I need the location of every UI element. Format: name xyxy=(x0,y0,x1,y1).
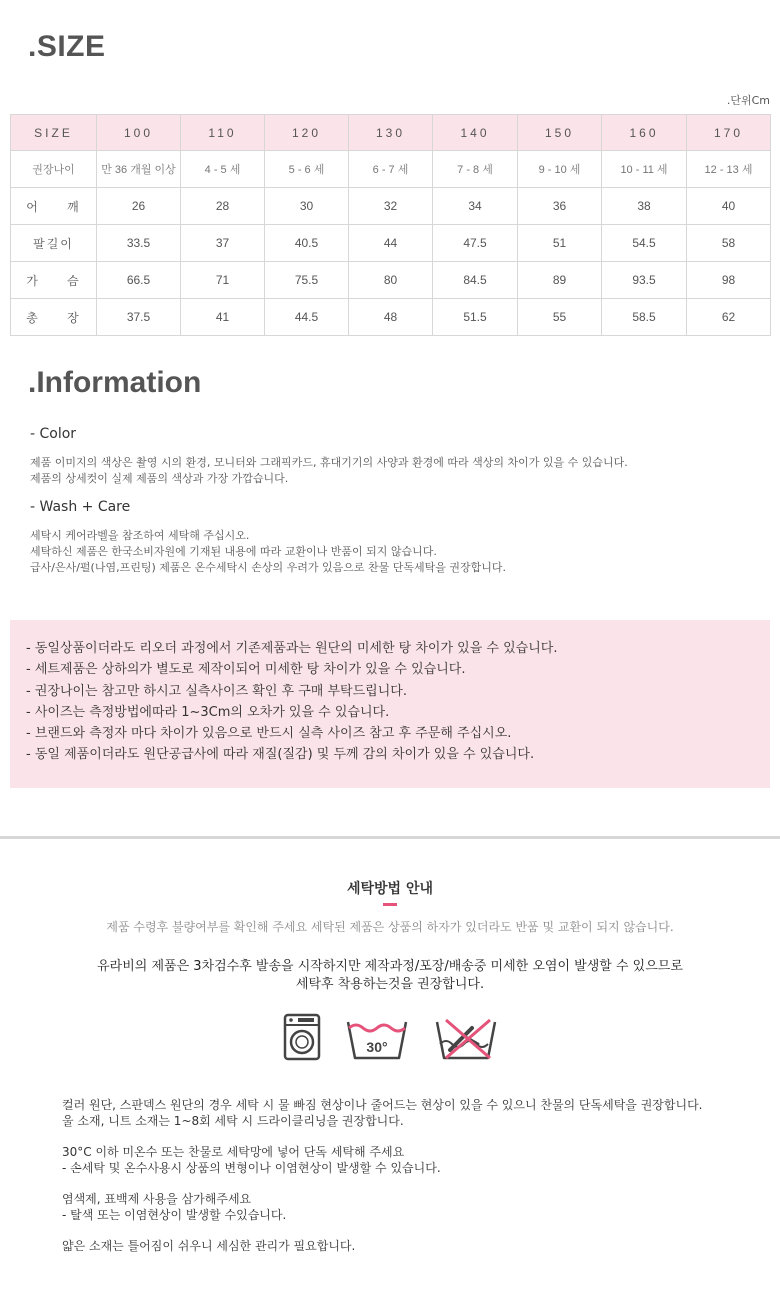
table-cell: 47.5 xyxy=(433,225,518,262)
table-cell: 75.5 xyxy=(265,262,349,299)
wash-guide-body xyxy=(62,1098,703,1255)
table-cell: 58 xyxy=(687,225,771,262)
table-row xyxy=(11,151,771,188)
table-row xyxy=(11,188,771,225)
table-cell: 4 - 5 세 xyxy=(181,151,265,188)
body-line: 30°C 이하 미온수 또는 찬물로 세탁망에 넣어 단독 세탁해 주세요 xyxy=(62,1145,405,1159)
body-line: 얇은 소재는 틀어짐이 쉬우니 세심한 관리가 필요합니다. xyxy=(62,1239,356,1253)
table-cell: 55 xyxy=(518,299,602,336)
wash-guide-title: 세탁방법 안내 xyxy=(346,881,434,897)
header-cell: 170 xyxy=(687,115,771,151)
notice-line: - 사이즈는 측정방법에따라 1~3Cm의 오차가 있을 수 있습니다. xyxy=(26,704,390,720)
header-cell: 110 xyxy=(181,115,265,151)
table-cell: 62 xyxy=(687,299,771,336)
header-cell: 150 xyxy=(518,115,602,151)
table-cell: 36 xyxy=(518,188,602,225)
notice-line: - 세트제품은 상하의가 별도로 제작이되어 미세한 탕 차이가 있을 수 있습니다. xyxy=(26,662,466,678)
row-label: 총 장 xyxy=(11,299,97,336)
table-cell: 48 xyxy=(349,299,433,336)
table-cell: 54.5 xyxy=(602,225,687,262)
notice-line: - 동일 제품이더라도 원단공급사에 따라 재질(질감) 및 두께 감의 차이가 있을 수 있습니다. xyxy=(26,747,535,763)
table-cell: 66.5 xyxy=(97,262,181,299)
information-section-title: .Information xyxy=(28,366,202,399)
table-row xyxy=(11,225,771,262)
washing-machine-icon xyxy=(282,1012,322,1066)
table-cell: 7 - 8 세 xyxy=(433,151,518,188)
header-cell: 160 xyxy=(602,115,687,151)
unit-label: .단위Cm xyxy=(726,94,770,107)
table-cell: 37.5 xyxy=(97,299,181,336)
table-cell: 28 xyxy=(181,188,265,225)
no-wring-icon xyxy=(434,1014,498,1066)
table-cell: 33.5 xyxy=(97,225,181,262)
row-label: 권장나이 xyxy=(11,151,97,188)
paragraph-line: 제품의 상세컷이 실제 제품의 색상과 가장 가깝습니다. xyxy=(30,472,289,485)
notice-line: - 권장나이는 참고만 하시고 실측사이즈 확인 후 구매 부탁드립니다. xyxy=(26,683,407,699)
table-cell: 71 xyxy=(181,262,265,299)
header-cell: 140 xyxy=(433,115,518,151)
table-cell: 40 xyxy=(687,188,771,225)
header-cell: 120 xyxy=(265,115,349,151)
table-cell: 12 - 13 세 xyxy=(687,151,771,188)
notice-line: - 브랜드와 측정자 마다 차이가 있음으로 반드시 실측 사이즈 참고 후 주문해 주십시오. xyxy=(26,726,512,742)
size-section-title: .SIZE xyxy=(28,30,106,63)
body-line: 울 소재, 니트 소재는 1~8회 세탁 시 드라이클리닝을 권장합니다. xyxy=(62,1113,404,1128)
row-label: 어 깨 xyxy=(11,188,97,225)
table-cell: 51.5 xyxy=(433,299,518,336)
header-cell: SIZE xyxy=(11,115,97,151)
section-divider xyxy=(0,836,780,839)
table-row xyxy=(11,299,771,336)
body-line: 염색제, 표백제 사용을 삼가해주세요 xyxy=(62,1192,252,1206)
table-cell: 5 - 6 세 xyxy=(265,151,349,188)
paragraph-line: 세탁시 케어라벨을 참조하여 세탁해 주십시오. xyxy=(30,529,250,542)
header-cell: 130 xyxy=(349,115,433,151)
body-line: 컬러 원단, 스판덱스 원단의 경우 세탁 시 물 빠짐 현상이나 줄어드는 현상이 있을 수 있으니 찬물의 단독세탁을 권장합니다. xyxy=(62,1098,703,1112)
table-cell: 80 xyxy=(349,262,433,299)
table-cell: 만 36 개월 이상 xyxy=(97,151,181,188)
table-cell: 34 xyxy=(433,188,518,225)
table-cell: 98 xyxy=(687,262,771,299)
header-cell: 100 xyxy=(97,115,181,151)
table-cell: 37 xyxy=(181,225,265,262)
body-line: - 탈색 또는 이염현상이 발생할 수있습니다. xyxy=(62,1207,287,1222)
wash-guide-notice xyxy=(0,958,780,994)
title-accent-bar xyxy=(383,903,397,906)
table-cell: 32 xyxy=(349,188,433,225)
table-cell: 10 - 11 세 xyxy=(602,151,687,188)
color-heading: - Color xyxy=(30,426,77,442)
notice-line: - 동일상품이더라도 리오더 과정에서 기존제품과는 원단의 미세한 탕 차이가 있을 수 있습니다. xyxy=(26,641,558,656)
table-cell: 58.5 xyxy=(602,299,687,336)
notice-box xyxy=(10,620,770,788)
table-cell: 93.5 xyxy=(602,262,687,299)
paragraph-line: 세탁하신 제품은 한국소비자원에 기재된 내용에 따라 교환이나 반품이 되지 않습니다. xyxy=(30,545,437,558)
row-label: 가 슴 xyxy=(11,262,97,299)
table-row xyxy=(11,262,771,299)
wash-30-degree-icon xyxy=(345,1014,409,1066)
wash-guide-subtitle: 제품 수령후 불량여부를 확인해 주세요 세탁된 제품은 상품의 하자가 있더라도 반품 및 교환이 되지 않습니다. xyxy=(106,920,674,934)
size-header-row xyxy=(11,115,771,151)
notice-line: 세탁후 착용하는것을 권장합니다. xyxy=(295,977,485,992)
table-cell: 84.5 xyxy=(433,262,518,299)
wash-care-heading: - Wash + Care xyxy=(30,499,131,515)
table-cell: 44 xyxy=(349,225,433,262)
wash-care-paragraph xyxy=(30,528,506,576)
notice-line: 유라비의 제품은 3차검수후 발송을 시작하지만 제작과정/포장/배송중 미세한 오염이 발생할 수 있으므로 xyxy=(97,959,683,974)
table-cell: 40.5 xyxy=(265,225,349,262)
table-cell: 6 - 7 세 xyxy=(349,151,433,188)
table-cell: 9 - 10 세 xyxy=(518,151,602,188)
size-table xyxy=(10,114,771,336)
body-line: - 손세탁 및 온수사용시 상품의 변형이나 이염현상이 발생할 수 있습니다. xyxy=(62,1160,441,1175)
table-cell: 30 xyxy=(265,188,349,225)
paragraph-line: 급사/은사/펄(나염,프린팅) 제품은 온수세탁시 손상의 우려가 있음으로 찬물 단독세탁을 권장합니다. xyxy=(30,561,506,574)
paragraph-line: 제품 이미지의 색상은 촬영 시의 환경, 모니터와 그래픽카드, 휴대기기의 사양과 환경에 따라 색상의 차이가 있을 수 있습니다. xyxy=(30,456,628,469)
temperature-label: 30° xyxy=(366,1039,388,1055)
table-cell: 26 xyxy=(97,188,181,225)
color-paragraph xyxy=(30,455,628,487)
table-cell: 51 xyxy=(518,225,602,262)
table-cell: 89 xyxy=(518,262,602,299)
table-cell: 38 xyxy=(602,188,687,225)
table-cell: 41 xyxy=(181,299,265,336)
table-cell: 44.5 xyxy=(265,299,349,336)
row-label: 팔길이 xyxy=(11,225,97,262)
